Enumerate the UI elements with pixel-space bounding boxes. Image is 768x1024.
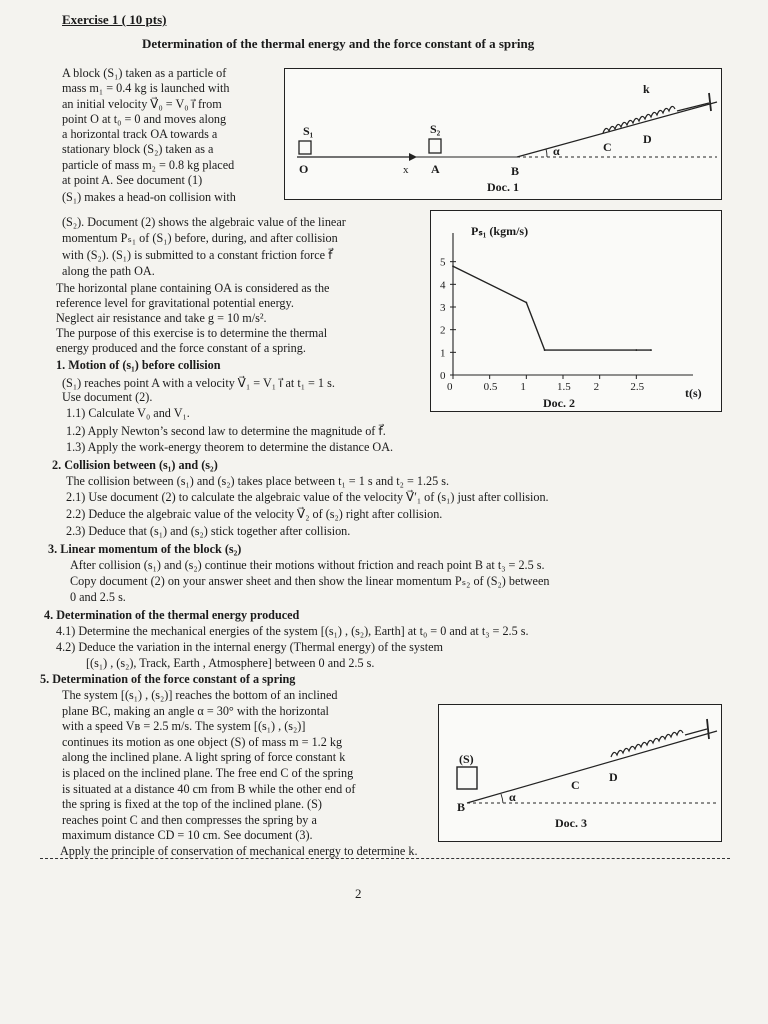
part2-line-1: The collision between (s₁) and (s₂) takes place between t₁ = 1 s and t₂ = 1.25 s. <box>66 474 450 488</box>
part5-line-10: maximum distance CD = 10 cm. See document (3). <box>62 828 313 843</box>
part5-line-1: The system [(s₁) , (s₂)] reaches the bottom of an inclined <box>62 688 338 702</box>
question-4-1: 4.1) Determine the mechanical energies of the system [(s₁) , (s₂), Earth] at t₀ = 0 and at t₃ = 2.5 s. <box>56 624 529 638</box>
label-c: C <box>603 140 612 154</box>
x-tick-label-0: 0 <box>447 381 453 393</box>
part1-heading: 1. Motion of (s₁) before collision <box>56 358 221 372</box>
intro-line-2: mass m₁ = 0.4 kg is launched with <box>62 81 230 95</box>
intro-line-17: The purpose of this exercise is to determine the thermal <box>56 326 328 340</box>
data-point-4 <box>650 349 652 351</box>
intro-line-9: (S₁) makes a head-on collision with <box>62 190 236 204</box>
block-s <box>457 767 477 789</box>
doc3-diagram <box>439 705 721 841</box>
question-2-1: 2.1) Use document (2) to calculate the algebraic value of the velocity V⃗′₁ of (s₁) just after collision. <box>66 490 549 504</box>
data-point-3 <box>635 349 637 351</box>
intro-line-11: momentum Pₛ₁ of (S₁) before, during, and after collision <box>62 231 338 245</box>
label-alpha: α <box>553 144 560 158</box>
label-d: D <box>643 132 652 146</box>
y-axis-label: Pₛ₁ (kgm/s) <box>471 224 529 238</box>
question-2-2: 2.2) Deduce the algebraic value of the velocity V⃗₂ of (s₂) right after collision. <box>66 507 443 521</box>
part5-line-2: plane BC, making an angle α = 30° with the horizontal <box>62 703 329 718</box>
y-tick-label-4: 4 <box>440 279 446 292</box>
x-tick-label-4: 2 <box>593 381 600 393</box>
part5-line-6: is placed on the inclined plane. The free end C of the spring <box>62 766 354 780</box>
part3-line-2: Copy document (2) on your answer sheet and then show the linear momentum Pₛ₂ of (S₂) between <box>70 574 550 588</box>
spring <box>603 106 675 133</box>
intro-line-3: an initial velocity V⃗₀ = V₀ i⃗ from <box>62 97 222 111</box>
intro-line-14: The horizontal plane containing OA is considered as the <box>56 281 330 295</box>
exercise-title: Determination of the thermal energy and the force constant of a spring <box>142 36 535 51</box>
part5-line-7: is situated at a distance 40 cm from B while the other end of <box>62 781 356 796</box>
y-tick-label-0: 0 <box>440 370 446 382</box>
block-s2 <box>429 139 441 153</box>
exercise-label: Exercise 1 ( 10 pts) <box>62 12 167 27</box>
part5-heading: 5. Determination of the force constant of a spring <box>40 672 296 686</box>
block-s1 <box>299 141 311 154</box>
label-d: D <box>609 770 618 784</box>
part5-line-4: continues its motion as one object (S) of mass m = 1.2 kg <box>62 734 343 749</box>
intro-line-5: a horizontal track OA towards a <box>62 127 218 141</box>
part5-line-9: reaches point C and then compresses the spring by a <box>62 812 317 827</box>
x-tick-label-5: 2.5 <box>630 381 645 393</box>
part2-heading: 2. Collision between (s₁) and (s₂) <box>52 458 218 472</box>
label-k: k <box>643 82 650 96</box>
label-b: B <box>511 164 520 178</box>
page-number: 2 <box>355 886 362 901</box>
doc3-caption: Doc. 3 <box>555 816 587 830</box>
label-o: O <box>299 162 309 176</box>
question-1-3: 1.3) Apply the work-energy theorem to determine the distance OA. <box>66 440 394 454</box>
part3-heading: 3. Linear momentum of the block (s₂) <box>48 542 242 556</box>
part1-line-2: Use document (2). <box>62 390 153 404</box>
document-2 <box>430 210 722 412</box>
part5-line-5: along the inclined plane. A light spring of force constant k <box>62 750 346 765</box>
label-alpha: α <box>509 790 516 804</box>
intro-line-13: along the path OA. <box>62 264 155 278</box>
incline <box>467 731 717 803</box>
question-4-2: 4.2) Deduce the variation in the internal energy (Thermal energy) of the system <box>56 640 444 654</box>
intro-line-15: reference level for gravitational potential energy. <box>56 296 294 310</box>
y-tick-label-1: 1 <box>440 347 446 360</box>
part4-heading: 4. Determination of the thermal energy produced <box>44 608 300 622</box>
intro-line-1: A block (S₁) taken as a particle of <box>62 66 227 80</box>
label-a: A <box>431 162 440 176</box>
question-1-1: 1.1) Calculate V₀ and V₁. <box>66 406 190 420</box>
intro-line-12: with (S₂). (S₁) is submitted to a constant friction force f⃗ <box>62 248 333 262</box>
y-tick-label-5: 5 <box>440 256 446 269</box>
label-b: B <box>457 800 466 814</box>
incline <box>517 102 717 157</box>
data-point-0 <box>452 265 454 267</box>
momentum-chart <box>431 211 721 411</box>
x-tick-label-3: 1.5 <box>557 381 571 393</box>
label-c: C <box>571 778 580 792</box>
question-2-3: 2.3) Deduce that (s₁) and (s₂) stick together after collision. <box>66 524 351 538</box>
part5-line-3: with a speed Vʙ = 2.5 m/s. The system [(s₁) , (s₂)] <box>62 719 306 734</box>
part5-line-11: Apply the principle of conservation of mechanical energy to determine k. <box>60 844 418 858</box>
intro-line-6: stationary block (S₂) taken as a <box>62 142 214 156</box>
doc1-caption: Doc. 1 <box>487 180 519 194</box>
document-3 <box>438 704 722 842</box>
y-tick-label-3: 3 <box>440 302 446 314</box>
y-tick-label-2: 2 <box>440 324 446 337</box>
intro-line-18: energy produced and the force constant of a spring. <box>56 341 306 355</box>
part5-line-8: the spring is fixed at the top of the inclined plane. (S) <box>62 797 322 812</box>
label-s: (S) <box>459 752 474 766</box>
doc1-diagram <box>285 69 721 199</box>
question-4-2-cont: [(s₁) , (s₂), Track, Earth , Atmosphere] between 0 and 2.5 s. <box>86 656 375 670</box>
part3-line-3: 0 and 2.5 s. <box>70 590 126 604</box>
intro-line-16: Neglect air resistance and take g = 10 m/s². <box>56 311 267 325</box>
document-1 <box>284 68 722 200</box>
intro-line-8: at point A. See document (1) <box>62 173 203 187</box>
part3-line-1: After collision (s₁) and (s₂) continue their motions without friction and reach point B at t₃ = 2.5 s. <box>70 558 545 572</box>
doc2-caption: Doc. 2 <box>543 396 575 410</box>
label-s1: S₁ <box>303 124 314 138</box>
data-point-1 <box>525 302 527 304</box>
series-line <box>453 266 651 350</box>
label-x: x <box>403 164 409 176</box>
intro-line-4: point O at t₀ = 0 and moves along <box>62 112 227 126</box>
question-1-2: 1.2) Apply Newton’s second law to determine the magnitude of f⃗. <box>66 424 386 438</box>
x-axis-label: t(s) <box>685 386 702 400</box>
bottom-rule <box>40 858 730 859</box>
label-s2: S₂ <box>430 122 441 136</box>
data-point-2 <box>544 349 546 351</box>
x-tick-label-1: 0.5 <box>483 381 498 393</box>
part1-line-1: (S₁) reaches point A with a velocity V⃗₁ = V₁ i⃗ at t₁ = 1 s. <box>62 376 335 390</box>
x-tick-label-2: 1 <box>520 381 526 393</box>
intro-line-7: particle of mass m₂ = 0.8 kg placed <box>62 158 235 172</box>
intro-line-10: (S₂). Document (2) shows the algebraic value of the linear <box>62 215 346 229</box>
